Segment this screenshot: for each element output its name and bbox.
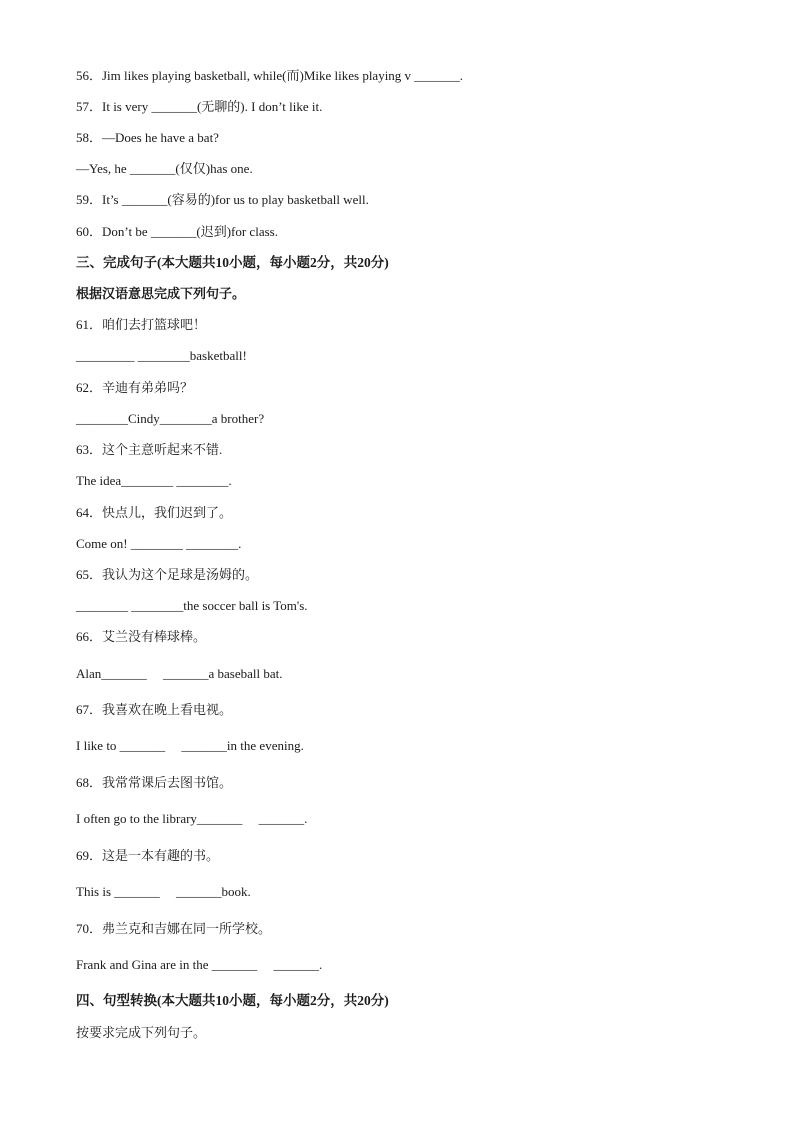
question-61-blank: _________ ________basketball!: [76, 348, 247, 363]
question-61-prompt: 61．咱们去打篮球吧！: [76, 317, 207, 332]
question-56: 56．Jim likes playing basketball, while(而)Mike likes playing v _______.: [76, 68, 464, 83]
question-67-blank: I like to _______ _______in the evening.: [76, 738, 304, 753]
question-63-prompt: 63．这个主意听起来不错.: [76, 442, 223, 457]
section-3-heading: 三、完成句子(本大题共10小题，每小题2分，共20分): [76, 255, 389, 270]
section-4-instruction: 按要求完成下列句子。: [76, 1025, 207, 1040]
question-64-blank: Come on! ________ ________.: [76, 536, 242, 551]
question-58: 58．—Does he have a bat?: [76, 130, 219, 145]
question-66-prompt: 66．艾兰没有棒球棒。: [76, 629, 207, 644]
section-3-instruction: 根据汉语意思完成下列句子。: [76, 286, 246, 301]
question-57: 57．It is very _______(无聊的). I don’t like it.: [76, 99, 323, 114]
question-69-blank: This is _______ _______book.: [76, 884, 251, 899]
question-69-prompt: 69．这是一本有趣的书。: [76, 848, 220, 863]
question-70-prompt: 70．弗兰克和吉娜在同一所学校。: [76, 921, 272, 936]
question-68-prompt: 68．我常常课后去图书馆。: [76, 775, 233, 790]
section-4-heading: 四、句型转换(本大题共10小题，每小题2分，共20分): [76, 993, 389, 1008]
question-64-prompt: 64．快点儿，我们迟到了。: [76, 505, 233, 520]
question-62-blank: ________Cindy________a brother?: [76, 411, 265, 426]
question-65-blank: ________ ________the soccer ball is Tom's.: [76, 598, 308, 613]
question-65-prompt: 65．我认为这个足球是汤姆的。: [76, 567, 259, 582]
question-58-answer: —Yes, he _______(仅仅)has one.: [76, 161, 253, 176]
question-63-blank: The idea________ ________.: [76, 473, 232, 488]
question-60: 60．Don’t be _______(迟到)for class.: [76, 224, 278, 239]
question-62-prompt: 62．辛迪有弟弟吗？: [76, 380, 194, 395]
question-67-prompt: 67．我喜欢在晚上看电视。: [76, 702, 233, 717]
question-59: 59．It’s _______(容易的)for us to play basketball well.: [76, 192, 369, 207]
question-68-blank: I often go to the library_______ _______.: [76, 811, 308, 826]
question-70-blank: Frank and Gina are in the _______ _______.: [76, 957, 323, 972]
question-66-blank: Alan_______ _______a baseball bat.: [76, 666, 283, 681]
